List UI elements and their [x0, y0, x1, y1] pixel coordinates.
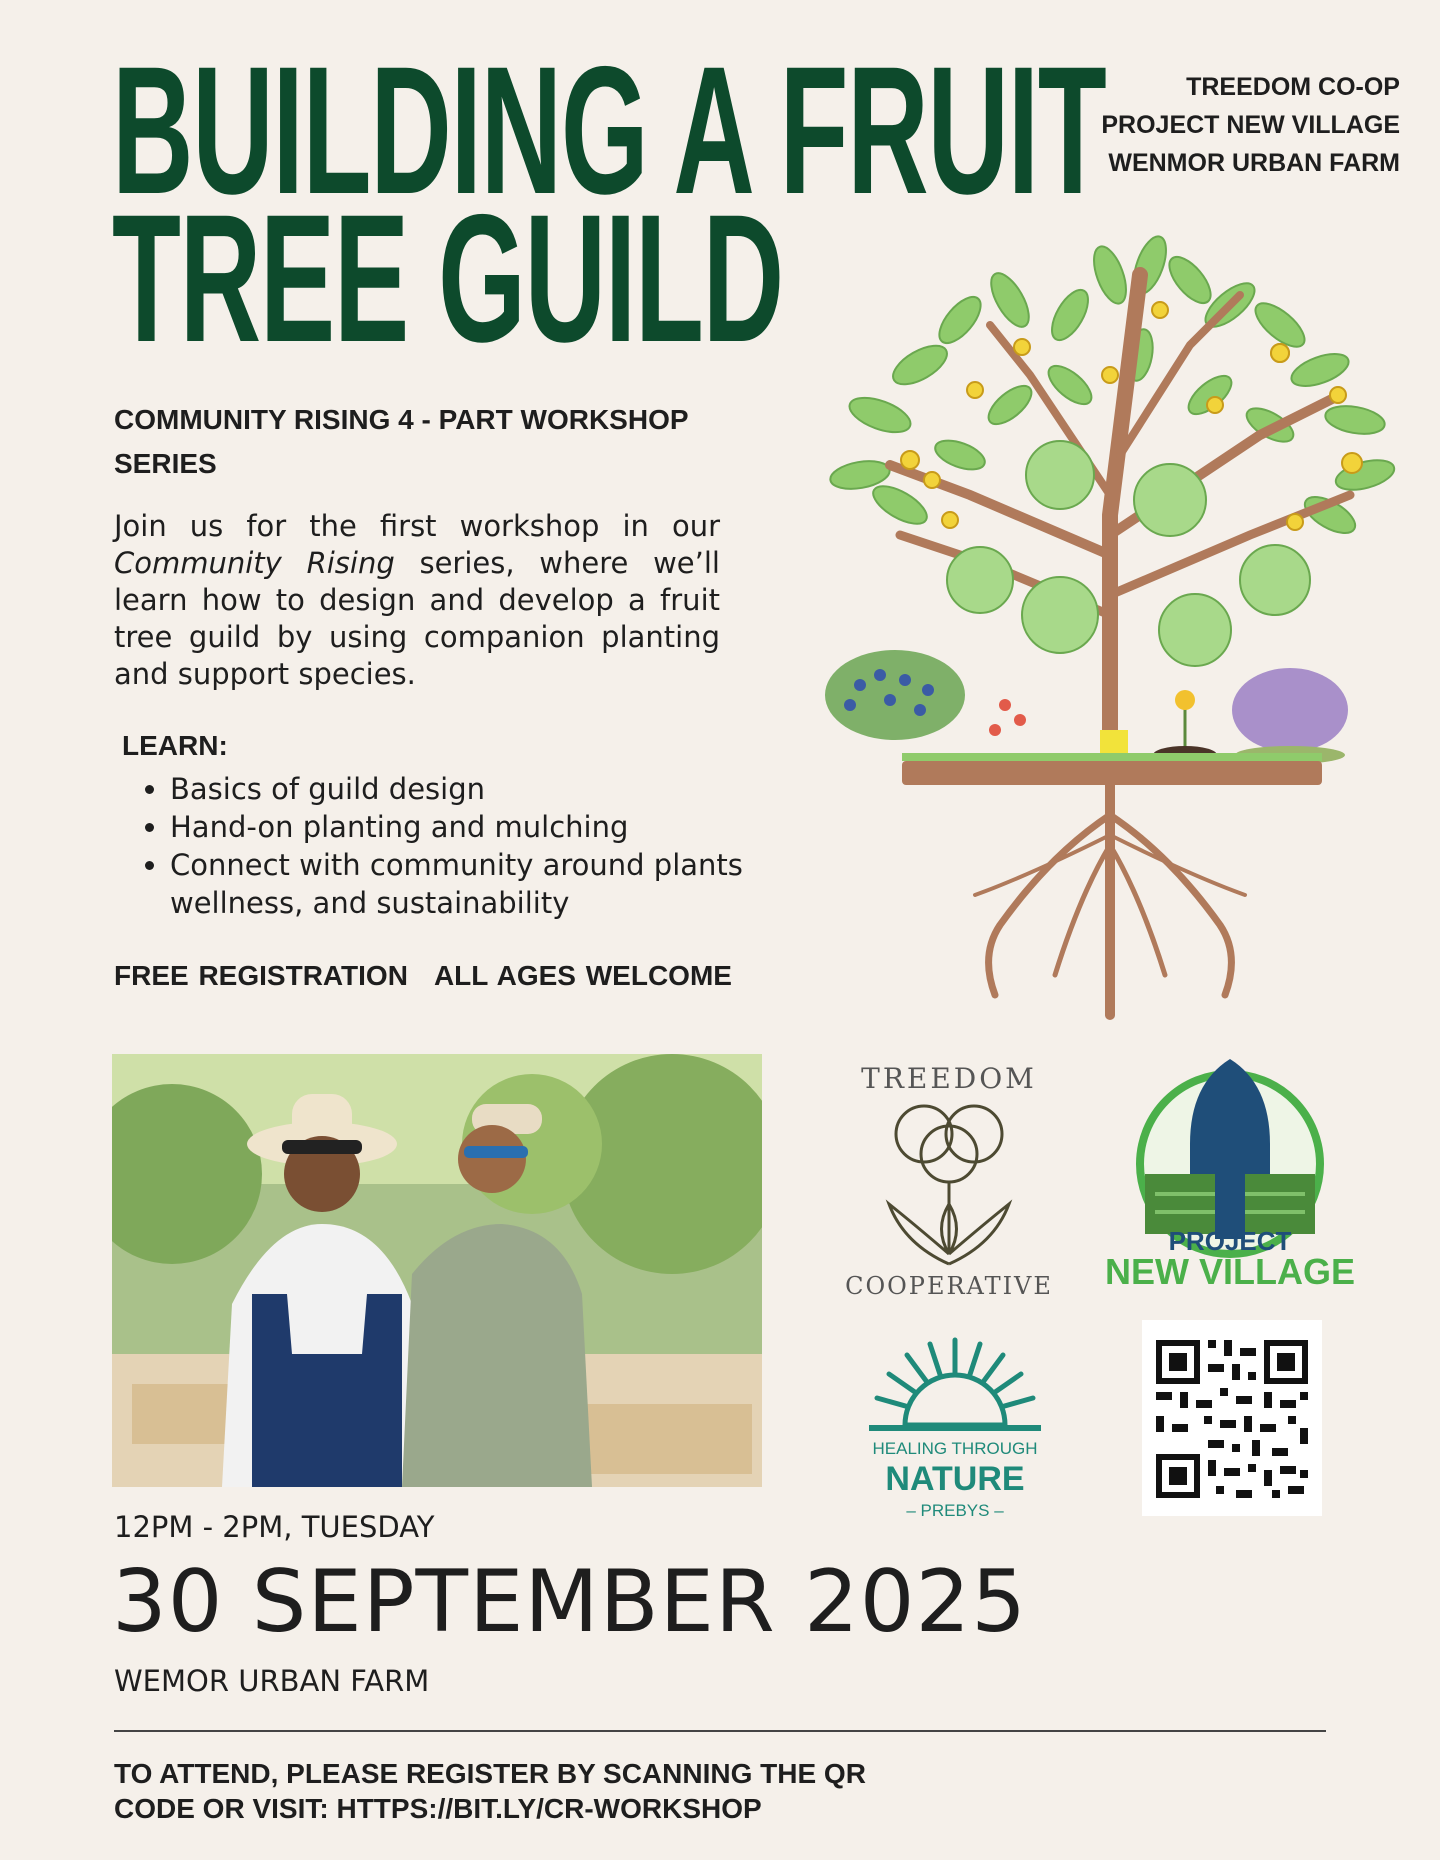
list-item: • Hand-on planting and mulching	[170, 808, 870, 846]
intro-paragraph	[114, 508, 720, 693]
series-heading: COMMUNITY RISING 4 - PART WORKSHOP SERIES	[114, 404, 689, 479]
event-time: 12PM - 2PM, TUESDAY	[114, 1510, 435, 1544]
cta-line-2[interactable]: CODE OR VISIT: HTTPS://BIT.LY/CR-WORKSHOP	[114, 1793, 762, 1824]
intro-text-end: series, where we’ll learn how to design and develop a fruit tree guild by using companion planting and support species.	[114, 546, 720, 691]
title-line-1: BUILDING A FRUIT	[112, 28, 1106, 232]
event-venue: WEMOR URBAN FARM	[114, 1664, 430, 1698]
htn-logo-line1: HEALING THROUGH	[872, 1439, 1038, 1458]
project-new-village-logo	[1105, 1054, 1355, 1294]
partner-wenmor: WENMOR URBAN FARM	[1108, 149, 1400, 177]
registration-instructions	[114, 1756, 914, 1826]
pnv-logo-line2: NEW VILLAGE	[1105, 1251, 1355, 1292]
healing-through-nature-logo	[855, 1330, 1055, 1525]
tree-roots	[975, 785, 1245, 1015]
learn-list	[114, 770, 870, 922]
workshop-photo	[112, 1054, 762, 1487]
fruit-cluster	[947, 441, 1310, 666]
pnv-logo-line1: PROJECT	[1168, 1226, 1292, 1256]
registration-qr-code[interactable]	[1142, 1320, 1322, 1516]
divider	[114, 1730, 1326, 1732]
event-date: 30 SEPTEMBER 2025	[112, 1552, 1027, 1652]
partner-treedom: TREEDOM CO-OP	[1186, 73, 1400, 101]
intro-text-start: Join us for the first workshop in our	[114, 509, 720, 543]
htn-logo-line3: – PREBYS –	[906, 1501, 1004, 1520]
soil-strip	[902, 753, 1322, 785]
page-title	[112, 28, 1106, 380]
list-item: • Connect with community around plants wellness, and sustainability	[170, 846, 870, 922]
treedom-logo-bottom-text: COOPERATIVE	[845, 1272, 1053, 1300]
treedom-cooperative-logo	[844, 1054, 1054, 1304]
htn-logo-line2: NATURE	[885, 1460, 1025, 1498]
treedom-logo-top-text: TREEDOM	[861, 1062, 1037, 1095]
registration-line	[114, 960, 732, 992]
free-registration-label: FREE REGISTRATION	[114, 960, 408, 991]
all-ages-label: ALL AGES WELCOME	[433, 960, 732, 991]
partner-list	[1101, 68, 1400, 182]
partner-project-new-village: PROJECT NEW VILLAGE	[1101, 111, 1400, 139]
ground-plants	[825, 650, 1348, 764]
intro-series-name: Community Rising	[114, 546, 395, 580]
learn-heading: LEARN:	[122, 730, 228, 761]
list-item: • Basics of guild design	[170, 770, 870, 808]
title-line-2: TREE GUILD	[112, 176, 783, 380]
cta-line-1: TO ATTEND, PLEASE REGISTER BY SCANNING THE QR	[114, 1758, 866, 1789]
fruit-tree-illustration	[810, 235, 1410, 1025]
